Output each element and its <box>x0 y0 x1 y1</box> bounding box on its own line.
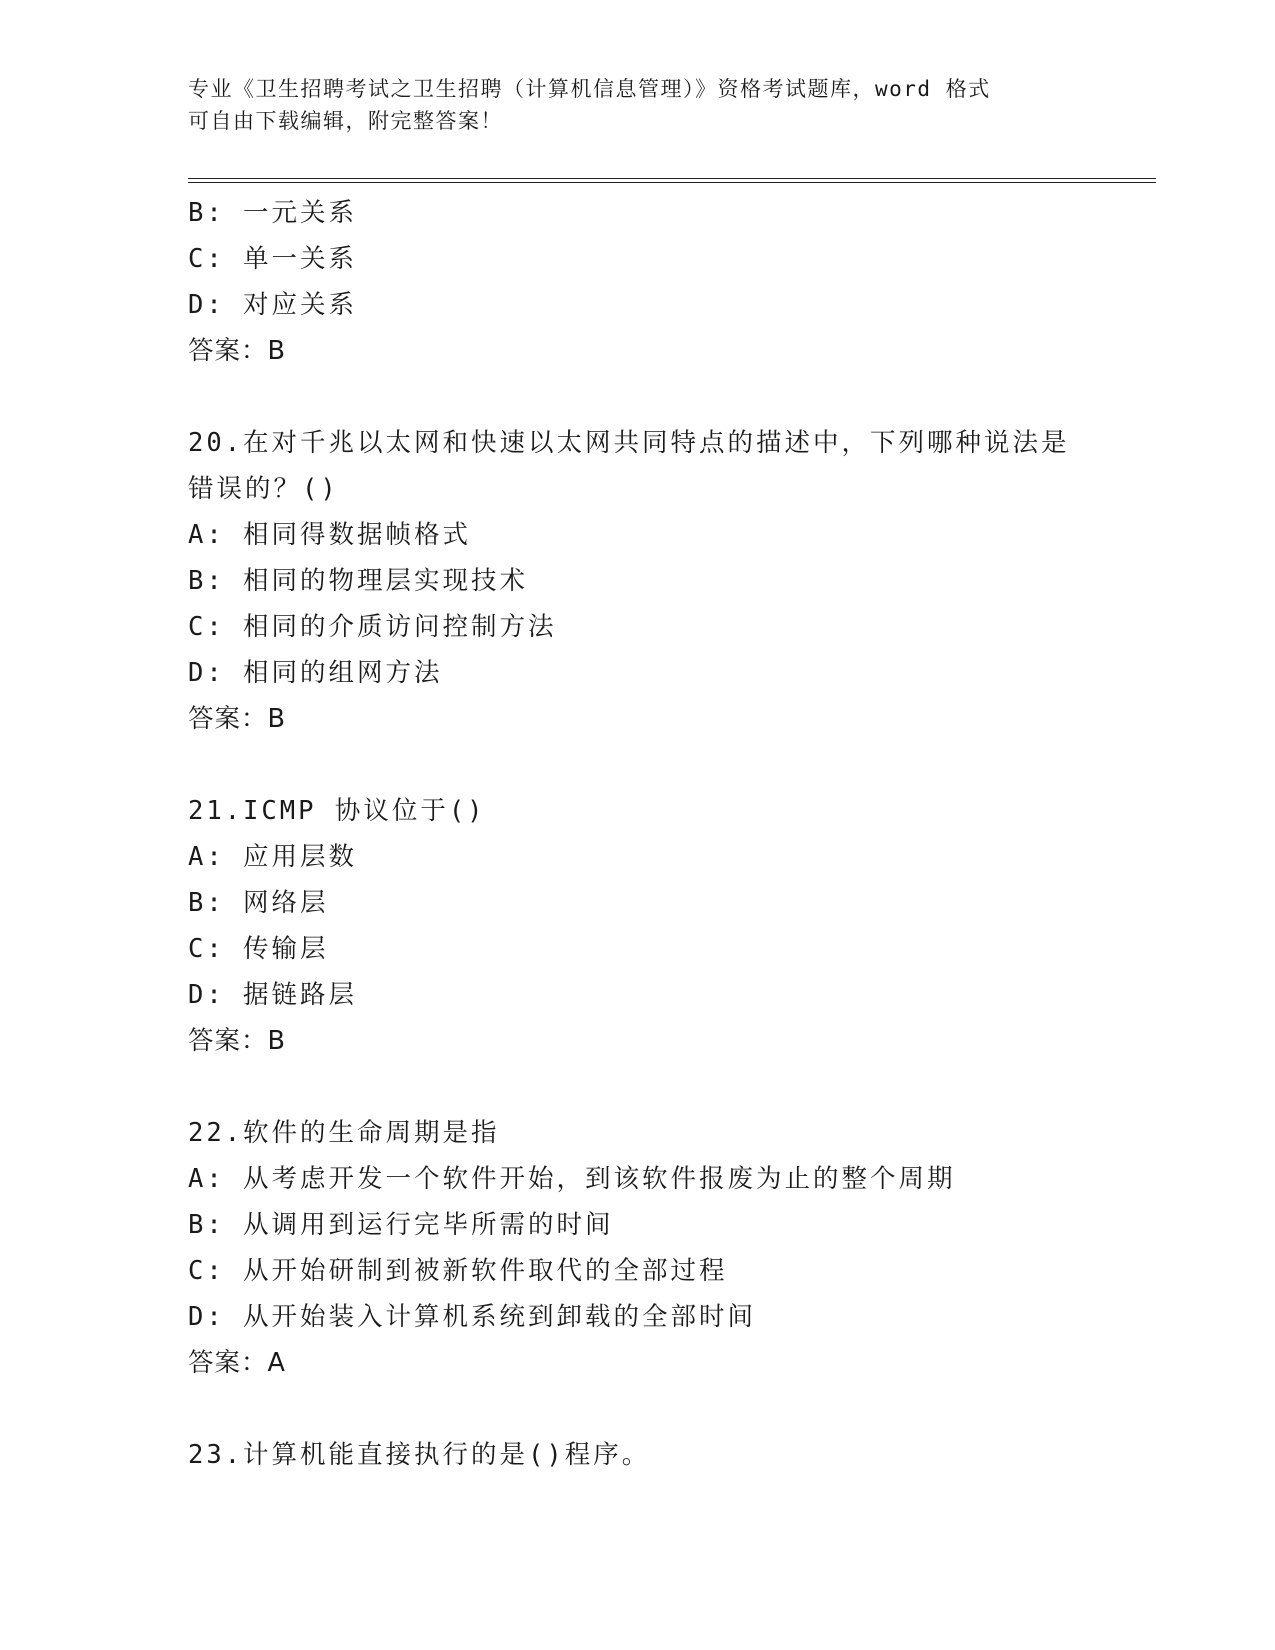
option-d: D: 据链路层 <box>188 980 358 1010</box>
option-a: A: 从考虑开发一个软件开始，到该软件报废为止的整个周期 <box>188 1164 956 1194</box>
option-b: B: 一元关系 <box>188 198 358 228</box>
option-d: D: 相同的组网方法 <box>188 658 443 688</box>
option-d: D: 对应关系 <box>188 290 358 320</box>
answer-line: 答案：A <box>188 1348 286 1378</box>
spacer <box>188 742 1148 788</box>
question-block-19 <box>188 190 1148 374</box>
question-stem: 23.计算机能直接执行的是()程序。 <box>188 1440 651 1470</box>
question-block-23 <box>188 1432 1148 1478</box>
option-c: C: 从开始研制到被新软件取代的全部过程 <box>188 1256 728 1286</box>
question-block-22 <box>188 1110 1148 1386</box>
spacer <box>188 1064 1148 1110</box>
answer-line: 答案：B <box>188 1026 286 1056</box>
header-line-1: 专业《卫生招聘考试之卫生招聘（计算机信息管理）》资格考试题库，word 格式 <box>188 77 991 101</box>
question-list <box>188 190 1148 1478</box>
header-line-2: 可自由下载编辑，附完整答案！ <box>188 109 503 133</box>
option-a: A: 相同得数据帧格式 <box>188 520 472 550</box>
spacer <box>188 374 1148 420</box>
option-b: B: 相同的物理层实现技术 <box>188 566 529 596</box>
option-b: B: 从调用到运行完毕所需的时间 <box>188 1210 614 1240</box>
option-a: A: 应用层数 <box>188 842 358 872</box>
option-d: D: 从开始装入计算机系统到卸载的全部时间 <box>188 1302 757 1332</box>
question-block-20 <box>188 420 1148 742</box>
question-stem: 21.ICMP 协议位于() <box>188 796 486 826</box>
question-block-21 <box>188 788 1148 1064</box>
option-b: B: 网络层 <box>188 888 329 918</box>
option-c: C: 相同的介质访问控制方法 <box>188 612 557 642</box>
question-stem: 20.在对千兆以太网和快速以太网共同特点的描述中，下列哪种说法是 <box>188 428 1070 458</box>
question-stem: 22.软件的生命周期是指 <box>188 1118 500 1148</box>
option-c: C: 单一关系 <box>188 244 358 274</box>
answer-line: 答案：B <box>188 336 286 366</box>
option-c: C: 传输层 <box>188 934 329 964</box>
document-header <box>188 73 1088 137</box>
header-divider <box>188 178 1156 183</box>
question-stem-continued: 错误的？() <box>188 474 339 504</box>
answer-line: 答案：B <box>188 704 286 734</box>
spacer <box>188 1386 1148 1432</box>
